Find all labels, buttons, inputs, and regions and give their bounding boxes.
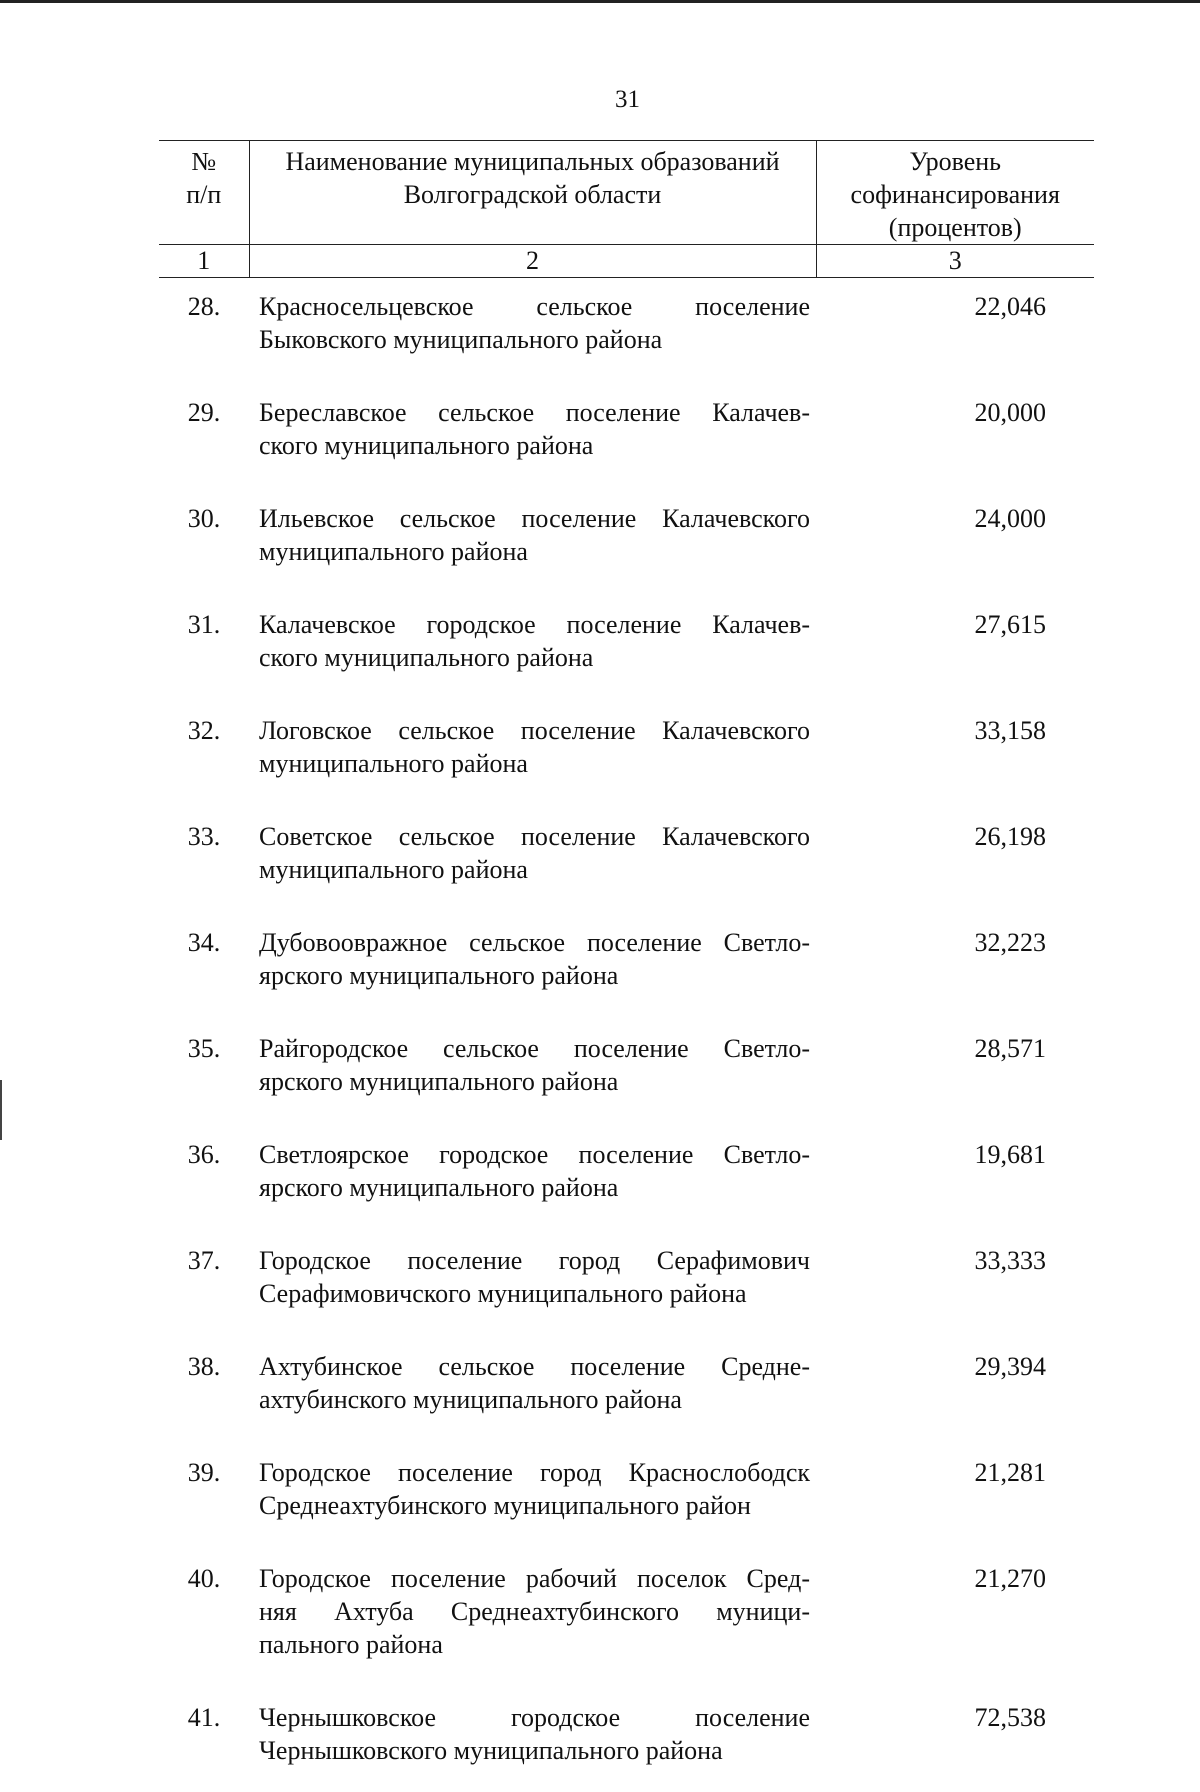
row-number-text: 41. [159, 1686, 249, 1759]
table-row [159, 487, 1094, 593]
table-body [159, 278, 1094, 1792]
row-number-text: 39. [159, 1441, 249, 1514]
table-row [159, 1123, 1094, 1229]
municipality-name-line: ярского муниципального района [259, 959, 810, 992]
row-number [159, 1123, 249, 1229]
table-row [159, 1229, 1094, 1335]
cofinancing-level [816, 1686, 1094, 1792]
row-number [159, 1229, 249, 1335]
cofinancing-level [816, 1017, 1094, 1123]
municipality-name-line: Светлоярское городское поселение Светло- [259, 1138, 810, 1171]
header-level-line: (процентов) [823, 211, 1089, 244]
municipality-name-line: Серафимовичского муниципального района [259, 1277, 810, 1310]
row-number [159, 1547, 249, 1686]
municipality-name-line: муниципального района [259, 747, 810, 780]
header-name [249, 141, 816, 245]
header-name-line: Волгоградской области [256, 178, 810, 211]
row-number-text: 30. [159, 487, 249, 560]
cofinancing-level [816, 593, 1094, 699]
cofinancing-level [816, 911, 1094, 1017]
row-number-text: 36. [159, 1123, 249, 1196]
municipality-name-line: ского муниципального района [259, 641, 810, 674]
municipality-name [249, 381, 816, 487]
header-level [816, 141, 1094, 245]
municipality-name [249, 1335, 816, 1441]
table-header-row [159, 141, 1094, 245]
municipality-name-line: Красносельцевское сельское поселение [259, 290, 810, 323]
row-number-text: 31. [159, 593, 249, 666]
row-number [159, 278, 249, 382]
municipality-name [249, 1547, 816, 1686]
row-number [159, 1335, 249, 1441]
cofinancing-level-value: 21,281 [816, 1441, 1046, 1514]
municipality-name-line: Дубовоовражное сельское поселение Светло- [259, 926, 810, 959]
cofinancing-level [816, 278, 1094, 382]
cofinancing-level-value: 32,223 [816, 911, 1046, 984]
cofinancing-level [816, 1335, 1094, 1441]
cofinancing-level [816, 1441, 1094, 1547]
cofinancing-level-value: 22,046 [816, 278, 1046, 348]
municipality-name-line: муниципального района [259, 853, 810, 886]
row-number [159, 1017, 249, 1123]
municipality-name [249, 805, 816, 911]
municipality-name [249, 1686, 816, 1792]
municipality-name [249, 1017, 816, 1123]
municipality-name [249, 593, 816, 699]
municipality-name-line: ского муниципального района [259, 429, 810, 462]
row-number-text: 33. [159, 805, 249, 878]
municipality-name [249, 278, 816, 382]
municipality-name-line: ярского муниципального района [259, 1171, 810, 1204]
table-row [159, 699, 1094, 805]
municipality-name-line: Райгородское сельское поселение Светло- [259, 1032, 810, 1065]
row-number-text: 35. [159, 1017, 249, 1090]
cofinancing-level-value: 20,000 [816, 381, 1046, 454]
row-number [159, 1686, 249, 1792]
municipality-name-line: Быковского муниципального района [259, 323, 810, 356]
municipality-name [249, 911, 816, 1017]
row-number-text: 38. [159, 1335, 249, 1408]
header-number-line: п/п [165, 178, 243, 211]
row-number-text: 29. [159, 381, 249, 454]
cofinancing-level [816, 805, 1094, 911]
municipality-name-line: Чернышковского муниципального района [259, 1734, 810, 1767]
cofinancing-table [159, 140, 1094, 1792]
table-row [159, 278, 1094, 382]
municipality-name-line: ахтубинского муниципального района [259, 1383, 810, 1416]
row-number-text: 37. [159, 1229, 249, 1302]
cofinancing-level [816, 1229, 1094, 1335]
cofinancing-level-value: 33,333 [816, 1229, 1046, 1302]
page-number: 31 [0, 86, 1200, 114]
column-number: 2 [249, 245, 816, 278]
municipality-name-line: Городское поселение рабочий поселок Сред- [259, 1562, 810, 1595]
table-row [159, 1441, 1094, 1547]
scan-edge-mark [0, 1080, 2, 1140]
row-number [159, 699, 249, 805]
table-row [159, 1547, 1094, 1686]
cofinancing-level [816, 699, 1094, 805]
municipality-name [249, 1123, 816, 1229]
table-row [159, 381, 1094, 487]
cofinancing-level-value: 24,000 [816, 487, 1046, 560]
cofinancing-level-value: 19,681 [816, 1123, 1046, 1196]
row-number-text: 34. [159, 911, 249, 984]
municipality-name [249, 487, 816, 593]
municipality-name-line: муниципального района [259, 535, 810, 568]
scan-edge-top [0, 0, 1200, 3]
header-level-line: Уровень [823, 145, 1089, 178]
cofinancing-level [816, 487, 1094, 593]
municipality-name [249, 1441, 816, 1547]
cofinancing-level [816, 381, 1094, 487]
cofinancing-level-value: 33,158 [816, 699, 1046, 772]
cofinancing-level-value: 29,394 [816, 1335, 1046, 1408]
cofinancing-level-value: 72,538 [816, 1686, 1046, 1759]
header-level-line: софинансирования [823, 178, 1089, 211]
municipality-name-line: Ахтубинское сельское поселение Средне- [259, 1350, 810, 1383]
municipality-name [249, 1229, 816, 1335]
table-row [159, 1335, 1094, 1441]
header-number [159, 141, 249, 245]
column-number: 3 [816, 245, 1094, 278]
municipality-name-line: няя Ахтуба Среднеахтубинского муници- [259, 1595, 810, 1628]
municipality-name-line: Чернышковское городское поселение [259, 1701, 810, 1734]
row-number [159, 805, 249, 911]
municipality-name-line: ярского муниципального района [259, 1065, 810, 1098]
cofinancing-level-value: 26,198 [816, 805, 1046, 878]
table-row [159, 911, 1094, 1017]
row-number-text: 32. [159, 699, 249, 772]
cofinancing-level [816, 1123, 1094, 1229]
row-number [159, 911, 249, 1017]
row-number-text: 40. [159, 1547, 249, 1620]
row-number-text: 28. [159, 278, 249, 348]
cofinancing-level-value: 27,615 [816, 593, 1046, 666]
table-row [159, 805, 1094, 911]
municipality-name [249, 699, 816, 805]
row-number [159, 487, 249, 593]
municipality-name-line: Логовское сельское поселение Калачевского [259, 714, 810, 747]
column-number: 1 [159, 245, 249, 278]
row-number [159, 381, 249, 487]
row-number [159, 593, 249, 699]
municipality-name-line: Калачевское городское поселение Калачев- [259, 608, 810, 641]
municipality-name-line: Среднеахтубинского муниципального район [259, 1489, 810, 1522]
column-number-row [159, 245, 1094, 278]
municipality-name-line: Городское поселение город Серафимович [259, 1244, 810, 1277]
municipality-name-line: Береславское сельское поселение Калачев- [259, 396, 810, 429]
cofinancing-level-value: 21,270 [816, 1547, 1046, 1620]
table-row [159, 1686, 1094, 1792]
municipality-name-line: пального района [259, 1628, 810, 1661]
table-row [159, 593, 1094, 699]
municipality-name-line: Городское поселение город Краснослободск [259, 1456, 810, 1489]
municipality-name-line: Советское сельское поселение Калачевского [259, 820, 810, 853]
cofinancing-level-value: 28,571 [816, 1017, 1046, 1090]
municipality-name-line: Ильевское сельское поселение Калачевского [259, 502, 810, 535]
cofinancing-level [816, 1547, 1094, 1686]
table-row [159, 1017, 1094, 1123]
row-number [159, 1441, 249, 1547]
header-name-line: Наименование муниципальных образований [256, 145, 810, 178]
header-number-line: № [165, 145, 243, 178]
